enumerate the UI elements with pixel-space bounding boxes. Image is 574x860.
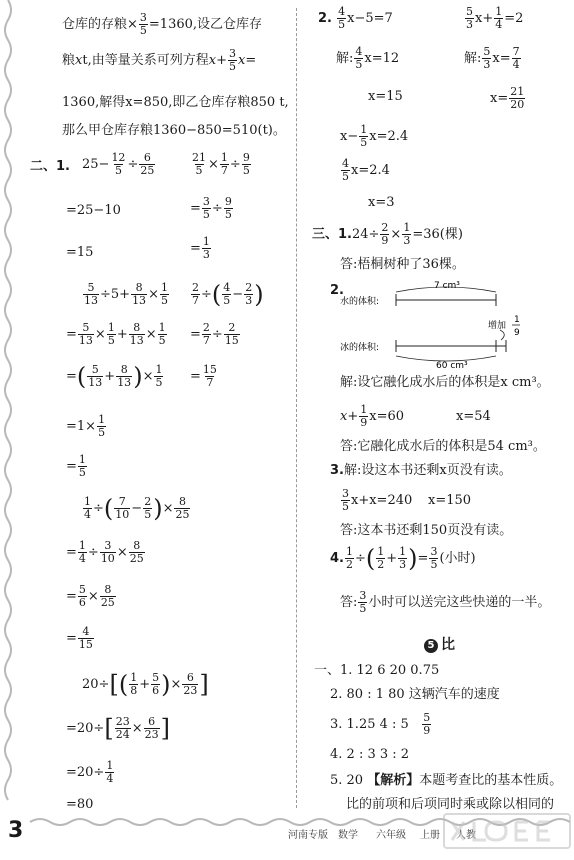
problem-6-step: =20÷[ $\frac{23}{24}$ × $\frac{6}{23}$ ] xyxy=(66,714,170,743)
q2-c-step: $\frac{4}{5}$ x=2.4 xyxy=(342,157,390,183)
q2-left-step1: 解: $\frac{4}{5}$ x=12 xyxy=(336,45,400,71)
problem-5-step2: = $\frac{5}{6}$ × $\frac{8}{25}$ xyxy=(66,583,115,609)
problem-4-result: = $\frac{15}{7}$ xyxy=(190,363,217,389)
intro-line-2: 粮xt,由等量关系可列方程x+ $\frac{3}{5}$ x= xyxy=(62,47,257,73)
problem-3-expr: $\frac{5}{13}$ ÷5+ $\frac{8}{13}$ × $\frac{1}{5}$ xyxy=(84,281,168,307)
section-title: 5 比 xyxy=(424,636,455,655)
section-number-badge: 5 xyxy=(424,639,438,653)
s3-q2-result: x=54 xyxy=(456,409,491,424)
footer-grade: 六年级 xyxy=(376,830,406,841)
footer-region: 河南专版 xyxy=(288,830,328,841)
s3-q1-answer: 答:梧桐树种了36棵。 xyxy=(340,257,465,272)
problem-3-result: = $\frac{1}{5}$ xyxy=(66,453,86,479)
column-divider xyxy=(296,8,297,808)
diagram-water-label: 水的体积: xyxy=(340,297,380,307)
diagram-add-label: 增加 xyxy=(488,321,507,331)
problem-6-step2: =20÷ $\frac{1}{4}$ xyxy=(66,759,114,785)
q2-right-eq: $\frac{5}{3}$ x+ $\frac{1}{4}$ =2 xyxy=(466,5,524,31)
q2-right-step1: 解: $\frac{5}{3}$ x= $\frac{7}{4}$ xyxy=(464,45,520,71)
s3-q3-answer: 答:这本书还剩150页没有读。 xyxy=(340,523,513,538)
problem-2-step: = $\frac{3}{5}$ ÷ $\frac{9}{5}$ xyxy=(190,195,232,221)
problem-5-result: = $\frac{4}{15}$ xyxy=(66,625,93,651)
footer-edition: 人教 xyxy=(456,830,476,841)
ratio-answer-5-cont: 比的前项和后项同时乘或除以相同的 xyxy=(346,797,555,812)
watermark-logo xyxy=(440,800,574,856)
problem-3-step: = $\frac{5}{13}$ × $\frac{1}{5}$ + $\frac{8}{13}$ × $\frac{1}{5}$ xyxy=(66,321,166,347)
problem-2-expr: $\frac{21}{5}$ × $\frac{1}{7}$ ÷ $\frac{9}{5}$ xyxy=(192,151,250,177)
ratio-answer-3: 3. 1.25 4 : 5 $\frac{5}{9}$ xyxy=(330,711,431,737)
volume-diagram xyxy=(340,278,540,370)
section-2-label: 二、1. xyxy=(30,159,70,174)
problem-3-step2: =( $\frac{5}{13}$ + $\frac{8}{13}$ )× $\frac{1}{5}$ xyxy=(66,362,163,391)
intro-line-1: 仓库的存粮× $\frac{3}{5}$ =1360,设乙仓库存 xyxy=(62,11,263,37)
s3-q2-label: 2. xyxy=(330,283,344,298)
problem-5-expr: $\frac{1}{4}$ ÷( $\frac{7}{10}$ − $\frac{2}{5}$ )× $\frac{8}{25}$ xyxy=(84,494,190,523)
problem-4-step: = $\frac{2}{7}$ ÷ $\frac{2}{15}$ xyxy=(190,321,239,347)
footer-subject: 数学 xyxy=(338,830,358,841)
problem-1-step: =25−10 xyxy=(66,203,121,218)
diagram-7-label: 7 cm³ xyxy=(434,281,460,291)
svg-text:1: 1 xyxy=(514,315,520,325)
q2-c-eq: x− $\frac{1}{5}$ x=2.4 xyxy=(340,123,409,149)
page-number: 3 xyxy=(8,818,24,843)
diagram-ice-label: 冰的体积: xyxy=(340,343,380,353)
problem-3-step3: =1× $\frac{1}{5}$ xyxy=(66,413,106,439)
problem-2-result: = $\frac{1}{3}$ xyxy=(190,235,210,261)
s3-q2-answer: 答:它融化成水后的体积是54 cm³。 xyxy=(340,439,546,454)
ratio-answer-4: 4. 2 : 3 3 : 2 xyxy=(330,747,410,762)
problem-1-result: =15 xyxy=(66,245,94,260)
s3-q3-eq: $\frac{3}{5}$ x+x=240 xyxy=(342,487,413,513)
s3-q2-setup: 解:设它融化成水后的体积是x cm³。 xyxy=(340,375,550,390)
problem-4-expr: $\frac{2}{7}$ ÷( $\frac{4}{5}$ − $\frac{2}{3}$ ) xyxy=(192,280,264,309)
s3-q4-eq: 4. $\frac{1}{2}$ ÷( $\frac{1}{2}$ + $\frac{1}{3}$ )= $\frac{3}{5}$ (小时) xyxy=(330,544,476,573)
problem-1-expr: 25− $\frac{12}{5}$ ÷ $\frac{6}{25}$ xyxy=(82,151,155,177)
intro-line-3: 1360,解得x=850,即乙仓库存粮850 t, xyxy=(62,95,289,110)
ratio-answer-1: 一、1. 12 6 20 0.75 xyxy=(314,663,440,678)
s3-q1-eq: 三、1.24÷ $\frac{2}{9}$ × $\frac{1}{3}$ =36(棵) xyxy=(312,221,463,247)
ratio-answer-2: 2. 80 : 1 80 这辆汽车的速度 xyxy=(330,687,500,702)
problem-6-result: =80 xyxy=(66,797,94,812)
q2-c-result: x=3 xyxy=(368,195,395,210)
q2-right-result: x= $\frac{21}{20}$ xyxy=(490,85,525,111)
decorative-wavy-border xyxy=(0,0,16,860)
ratio-answer-5: 5. 20 【解析】本题考查比的基本性质。 xyxy=(330,773,563,788)
s3-q3-result: x=150 xyxy=(428,493,472,508)
s3-q2-eq: x+ $\frac{1}{9}$ x=60 xyxy=(340,403,405,429)
svg-text:9: 9 xyxy=(514,328,520,338)
s3-q4-answer: 答: $\frac{3}{5}$ 小时可以送完这些快递的一半。 xyxy=(340,589,551,615)
problem-6-expr: 20÷[( $\frac{1}{8}$ + $\frac{5}{6}$ )× $\frac{6}{23}$ ] xyxy=(82,670,209,699)
intro-line-4: 那么甲仓库存粮1360−850=510(t)。 xyxy=(62,123,286,138)
footer-term: 上册 xyxy=(420,830,440,841)
s3-q3-setup: 3.解:设这本书还剩x页没有读。 xyxy=(330,463,512,478)
q2-left-eq: 2. $\frac{4}{5}$ x−5=7 xyxy=(318,5,393,31)
diagram-60-label: 60 cm³ xyxy=(436,361,468,370)
q2-left-result: x=15 xyxy=(368,89,403,104)
problem-5-step: = $\frac{1}{4}$ ÷ $\frac{3}{10}$ × $\frac{8}{25}$ xyxy=(66,539,144,565)
